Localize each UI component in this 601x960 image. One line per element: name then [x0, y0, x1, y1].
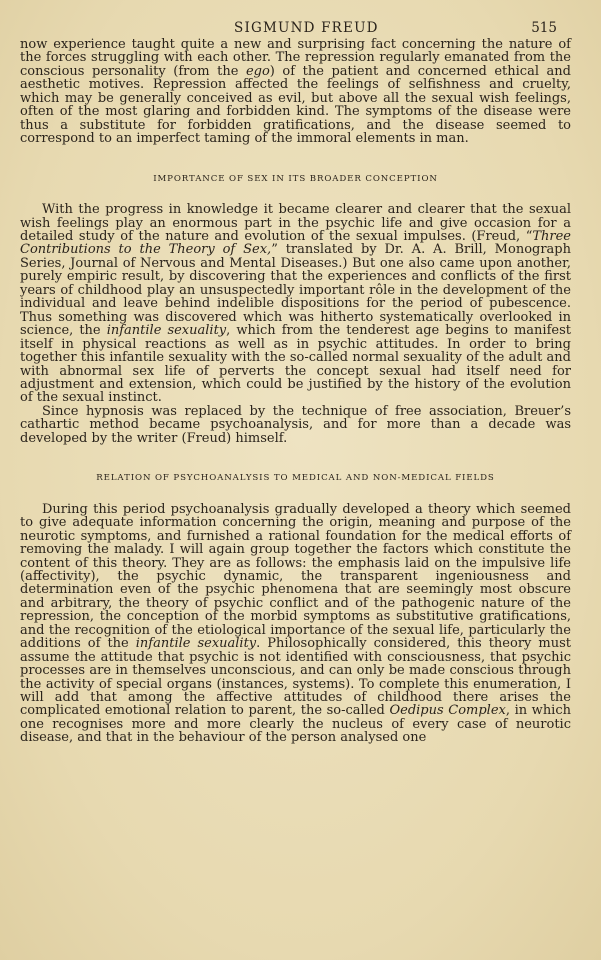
paragraph-4: During this period psychoanalysis gradually developed a theory which seemed to give adequate information concerning the origin, meaning and purpose of the neurotic symptoms, and furnished a rational foundation for the medical efforts of removing the malady. I will again group together the factors which constitute the content of this theory. They are as follows: the emphasis laid on the impulsive life (affectivity), the psychic dynamic, the transparent ingeniousness and determination even of the psychic phenomena that are seemingly most obscure and arbitrary, the theory of psychic conflict and of the pathogenic nature of the repression, the conception of the morbid symptoms as substitutive gratifications, and the recognition of the etiological importance of the sexual life, particularly the additions of the infantile sexuality. Philosophically considered, this theory must assume the attitude that psychic is not identified with consciousness, that psychic processes are in themselves unconscious, and can only be made conscious through the activity of special organs (instances, systems). To complete this enumeration, I will add that among the affective attitudes of childhood there arises the complicated emotional relation to parent, the so-called Oedipus Complex, in which one recognises more and more clearly the nucleus of every case of neurotic disease, and that in the behaviour of the person analysed one: [20, 501, 571, 746]
page-header: [20, 16, 571, 38]
paragraph-2: With the progress in knowledge it became clearer and clearer that the sexual wish feelings play an enormous part in the psychic life and give occasion for a detailed study of the nature and evolution of the sexual impulses. (Freud, “Three Contributions to the Theory of Sex,” translated by Dr. A. A. Brill, Monograph Series, Journal of Nervous and Mental Diseases.) But one also came upon another, purely empiric result, by discovering that the experiences and conflicts of the first years of childhood play an unsuspectedly important rôle in the development of the individual and leave behind indelible dispositions for the period of pubescence. Thus something was discovered which was hitherto systematically overlooked in science, the infantile sexuality, which from the tenderest age begins to manifest itself in physical reactions as well as in psychic attitudes. In order to bring together this infantile sexuality with the so-called normal sexuality of the adult and with abnormal sex life of perverts the concept sexual had itself need for adjustment and extension, which could be justified by the history of the evolution of the sexual instinct.: [20, 202, 572, 406]
paragraph-1: now experience taught quite a new and surprising fact concerning the nature of the forces struggling with each other. The repression regularly emanated from the conscious personality (from the ego) of the patient and concerned ethical and aesthetic motives. Repression affected the feelings of selfishness and cruelty, which may be generally conceived as evil, but above all the sexual wish feelings, often of the most glaring and forbidden kind. The symptoms of the disease were thus a substitute for forbidden gratifications, and the disease seemed to correspond to an imperfect taming of the immoral elements in man.: [20, 37, 571, 147]
section-heading-relation-of-psychoanalysis: RELATION OF PSYCHOANALYSIS TO MEDICAL AND NON-MEDICAL FIELDS: [96, 473, 495, 484]
body-text: [20, 38, 571, 745]
page-number: 515: [531, 20, 557, 36]
running-head: SIGMUND FREUD: [234, 20, 379, 36]
section-heading-sex-broader-conception: IMPORTANCE OF SEX IN ITS BROADER CONCEPTION: [153, 173, 438, 184]
paragraph-3: Since hypnosis was replaced by the technique of free association, Breuer’s cathartic method became psychoanalysis, and for more than a decade was developed by the writer (Freud) himself.: [20, 403, 571, 446]
